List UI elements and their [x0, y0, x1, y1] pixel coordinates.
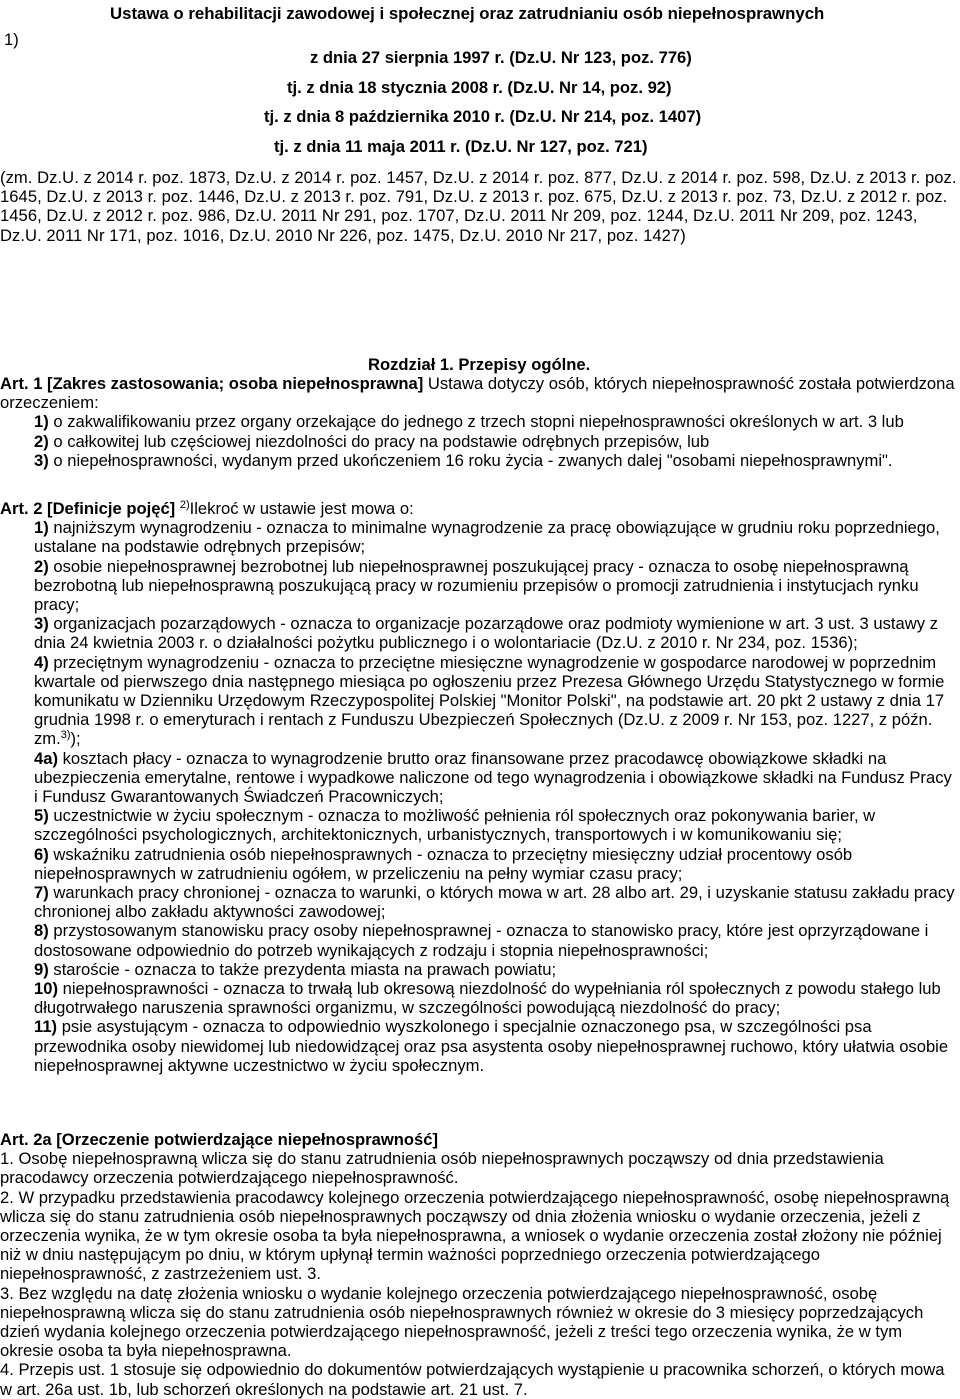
list-item: 1) najniższym wynagrodzeniu - oznacza to minimalne wynagrodzenie za pracę obowiązujące w grudniu roku poprzedniego, ustalane na podstawie odrębnych przepisów; — [34, 518, 940, 557]
list-item: 8) przystosowanym stanowisku pracy osoby niepełnosprawnej - oznacza to stanowisko pracy, które jest oprzyrządowane i dostosowane odpowiednio do potrzeb wynikających z rodzaju i stopnia niepełnosprawności; — [34, 921, 929, 960]
act-date-original: z dnia 27 sierpnia 1997 r. (Dz.U. Nr 123, poz. 776) — [310, 48, 692, 67]
article-heading: 2 [Definicje pojęć] — [33, 499, 176, 518]
list-item: 11) psie asystującym - oznacza to odpowiednio wyszkolonego i specjalnie oznaczonego psa, w szczególności psa przewodnika osoby niewidomej lub niedowidzącej oraz psa asystenta osoby niepełnosprawnej ruchowo, który ułatwia osobie niepełnosprawnej aktywne uczestnictwo w życiu społecznym. — [34, 1017, 949, 1075]
article-heading: 2a [Orzeczenie potwierdzające niepełnosprawność] — [33, 1130, 439, 1149]
footnote-ref: 2) — [179, 499, 190, 511]
list-item: 3) o niepełnosprawności, wydanym przed ukończeniem 16 roku życia - zwanych dalej "osobami niepełnosprawnymi". — [34, 450, 893, 470]
paragraph: 4. Przepis ust. 1 stosuje się odpowiednio do dokumentów potwierdzających wystąpienie u pracownika schorzeń, o których mowa w art. 26a ust. 1b, lub schorzeń określonych na podstawie art. 21 ust. 7. — [0, 1360, 945, 1399]
article-label: Art. — [0, 499, 29, 518]
list-item: 3) organizacjach pozarządowych - oznacza to organizacje pozarządowe oraz podmioty wymienione w art. 3 ust. 3 ustawy z dnia 24 kwietnia 2003 r. o działalności pożytku publicznego i o wolontariacie (Dz.U. z 2010 r. Nr 234, poz. 1536); — [34, 614, 938, 653]
list-item: 10) niepełnosprawności - oznacza to trwałą lub okresową niezdolność do wypełniania ról społecznych z powodu stałego lub długotrwałego naruszenia sprawności organizmu, w szczególności powodującą niezdolność do pracy; — [34, 979, 941, 1018]
amendments-list: (zm. Dz.U. z 2014 r. poz. 1873, Dz.U. z 2014 r. poz. 1457, Dz.U. z 2014 r. poz. 877, Dz.U. z 2014 r. poz. 598, Dz.U. z 2013 r. poz. 1645, Dz.U. z 2013 r. poz. 1446, Dz.U. z 2013 r. poz. 791, Dz.U. z 2013 r. poz. 675, Dz.U. z 2013 r. poz. 73, Dz.U. z 2012 r. poz. 1456, Dz.U. z 2012 r. poz. 986, Dz.U. 2011 Nr 291, poz. 1707, Dz.U. 2011 Nr 209, poz. 1244, Dz.U. 2011 Nr 209, poz. 1243, Dz.U. 2011 Nr 171, poz. 1016, Dz.U. 2010 Nr 226, poz. 1475, Dz.U. 2010 Nr 217, poz. 1427) — [0, 168, 957, 245]
article-2a — [0, 1130, 957, 1399]
list-item: 9) starościе - oznacza to także prezydenta miasta na prawach powiatu; — [34, 959, 557, 979]
list-item: 2) o całkowitej lub częściowej niezdolności do pracy na podstawie odrębnych przepisów, lub — [34, 431, 710, 451]
article-intro: Ustawa dotyczy osób, których niepełnosprawność została potwierdzona orzeczeniem: — [0, 374, 955, 413]
chapter-heading: Rozdział 1. Przepisy ogólne. — [368, 355, 591, 374]
list-item: 1) o zakwalifikowaniu przez organy orzekające do jednego z trzech stopni niepełnosprawności określonych w art. 3 lub — [34, 412, 904, 432]
article-label: Art. — [0, 374, 29, 393]
article-2 — [0, 499, 957, 1075]
act-date-consolidated-2010: tj. z dnia 8 października 2010 r. (Dz.U. Nr 214, poz. 1407) — [264, 107, 702, 126]
footnote-marker: 1) — [4, 30, 19, 49]
list-item: 2) osobie niepełnosprawnej bezrobotnej lub niepełnosprawnej poszukującej pracy - oznacza to osobę niepełnosprawną bezrobotną lub niepełnosprawną poszukującą pracy w rozumieniu przepisów o promocji zatrudnienia i instytucjach rynku pracy; — [34, 556, 919, 615]
paragraph: 3. Bez względu na datę złożenia wniosku o wydanie kolejnego orzeczenia potwierdzającego niepełnosprawność, osobę niepełnosprawną wlicza się do stanu zatrudnienia osób niepełnosprawnych również w okresie do 3 miesięcy poprzedzających dzień wydania kolejnego orzeczenia potwierdzającego niepełnosprawność, jeżeli z treści tego orzeczenia wynika, że w tym okresie osoba ta była niepełnosprawna. — [0, 1283, 924, 1361]
list-item: 7) warunkach pracy chronionej - oznacza to warunki, o których mowa w art. 28 albo art. 29, i uzyskanie statusu zakładu pracy chronionej albo zakładu aktywności zawodowej; — [34, 883, 955, 922]
article-heading: 1 [Zakres zastosowania; osoba niepełnosprawna] — [33, 374, 424, 393]
paragraph: 1. Osobę niepełnosprawną wlicza się do stanu zatrudnienia osób niepełnosprawnych począwszy od dnia przedstawienia pracodawcy orzeczenia potwierdzającego niepełnosprawność. — [0, 1149, 884, 1188]
act-date-consolidated-2008: tj. z dnia 18 stycznia 2008 r. (Dz.U. Nr 14, poz. 92) — [287, 78, 672, 97]
article-label: Art. — [0, 1130, 29, 1149]
article-intro: Ilekroć w ustawie jest mowa o: — [189, 499, 414, 518]
list-item: 6) wskaźniku zatrudnienia osób niepełnosprawnych - oznacza to przeciętny miesięczny udział procentowy osób niepełnosprawnych w zatrudnieniu ogółem, w przeliczeniu na pełny wymiar czasu pracy; — [34, 844, 853, 883]
list-item: 5) uczestnictwie w życiu społecznym - oznacza to możliwość pełnienia ról społecznych oraz pokonywania barier, w szczególności psychologicznych, architektonicznych, urbanistycznych, transportowych i w komunikowaniu się; — [34, 806, 876, 845]
paragraph: 2. W przypadku przedstawienia pracodawcy kolejnego orzeczenia potwierdzającego niepełnosprawność, osobę niepełnosprawną wlicza się do stanu zatrudnienia osób niepełnosprawnych począwszy od dnia złożenia wniosku o wydanie orzeczenia, jeżeli z orzeczenia wynika, że w tym okresie osoba ta była niepełnosprawna, a wniosek o wydanie orzeczenia został złożony nie później niż w dniu następującym po dniu, w którym upłynął termin ważności poprzedniego orzeczenia potwierdzającego niepełnosprawność, z zastrzeżeniem ust. 3. — [0, 1187, 950, 1284]
list-item: 4) przeciętnym wynagrodzeniu - oznacza to przeciętne miesięczne wynagrodzenie w gospodarce narodowej w poprzednim kwartale od pierwszego dnia następnego miesiąca po ogłoszeniu przez Prezesa Głównego Urzędu Statystycznego w formie komunikatu w Dzienniku Urzędowym Rzeczypospolitej Polskiej "Monitor Polski", na podstawie art. 20 pkt 2 ustawy z dnia 17 grudnia 1998 r. o emeryturach i rentach z Funduszu Ubezpieczeń Społecznych (Dz.U. z 2009 r. Nr 153, poz. 1227, z późn. zm.$^{3)}$); — [34, 652, 945, 749]
footnote-ref: 3) — [60, 729, 71, 742]
article-1 — [0, 374, 957, 470]
list-item: 4a) kosztach płacy - oznacza to wynagrodzenie brutto oraz finansowane przez pracodawcę obowiązkowe składki na ubezpieczenia emerytalne, rentowe i wypadkowe naliczone od tego wynagrodzenia i obowiązkowe składki na Fundusz Pracy i Fundusz Gwarantowanych Świadczeń Pracowniczych; — [34, 748, 952, 807]
act-date-consolidated-2011: tj. z dnia 11 maja 2011 r. (Dz.U. Nr 127, poz. 721) — [274, 137, 648, 156]
act-title: Ustawa o rehabilitacji zawodowej i społecznej oraz zatrudnianiu osób niepełnosprawnych — [110, 4, 825, 23]
